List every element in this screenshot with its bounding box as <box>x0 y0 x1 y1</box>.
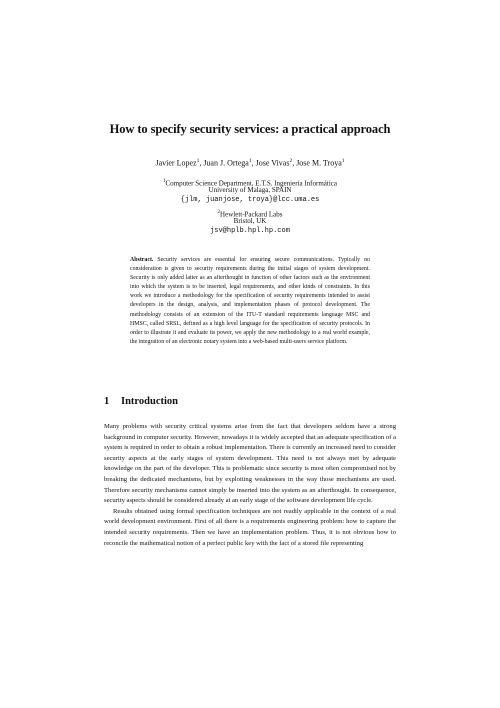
abstract-label: Abstract. <box>130 257 154 263</box>
section-body <box>104 422 396 549</box>
affiliation-2-city: Bristol, UK <box>233 217 267 225</box>
affiliation-2-org: $^2$Hewlett-Packard Labs <box>217 210 283 219</box>
affiliation-1-email: {jlm, juanjose, troya}@lcc.uma.es <box>180 196 320 204</box>
author-name: Javier Lopez <box>155 158 197 168</box>
abstract-text: Security services are essential for ensuring secure communications. Typically no consideration is given to security requirements during the initial stages of system development. Security is only added latter as an afterthought in function of other factors such as the environment into which the system is to be inserted, legal requirements, and other kinds of constraints. In this work we introduce a methodology for the specification of security requirements intended to assist developers in the design, analysis, and implementation phases of protocol development. The methodology consists of an extension of the ITU-T standard requirements language MSC and HMSC, called SRSL, defined as a high level language for the specification of security protocols. In order to illustrate it and evaluate its power, we apply the new methodology to a real world example, the integration of an electronic notary system into a web-based multi-users service platform. <box>130 257 370 345</box>
section-title: Introduction <box>121 396 178 407</box>
author-list: Javier Lopez$^1$, Juan J. Ortega$^1$, Jose Vivas$^2$, Jose M. Troya$^1$ <box>155 158 345 168</box>
author-name: Jose Vivas <box>255 158 290 168</box>
author-name: Jose M. Troya <box>296 158 342 168</box>
paragraph: Results obtained using formal specification techniques are not readily applicable in the context of a real world development environment. First of all there is a requirements engineering problem: how to capture the intended security requirements. Then we have an implementation problem. Thus, it is not obvious how to reconcile the mathematical notion of a perfect public key with the fact of a stored file representing <box>104 507 396 547</box>
affiliation-1-dept: $^1$Computer Science Department, E.T.S. Ingeniería Informática <box>163 179 337 188</box>
paper-title: How to specify security services: a practical approach <box>109 122 391 136</box>
author-affiliation-mark: 1 <box>248 158 252 164</box>
affiliation-2-email: jsv@hplb.hpl.hp.com <box>210 227 290 235</box>
section-number: 1 <box>104 396 110 407</box>
affiliation-mark: 2 <box>217 210 221 215</box>
author-affiliation-mark: 1 <box>196 158 200 164</box>
affiliation-mark: 1 <box>163 179 166 184</box>
author-name: Juan J. Ortega <box>203 158 249 168</box>
paragraph: Many problems with security critical systems arise from the fact that developers seldom have a strong background in computer security. However, nowadays it is widely accepted that an adequate specification of a system is required in order to obtain a robust implementation. There is currently an increased need to consider security aspects at the early stages of system development. This need is not always met by adequate knowledge on the part of the developer. This is problematic since security is most often compromised not by breaking the dedicated mechanisms, but by exploiting weaknesses in the way those mechanisms are used. Therefore security mechanisms cannot simply be inserted into the system as an afterthought. In consequence, security aspects should be considered already at an early stage of the software development life cycle. <box>104 423 396 505</box>
section-heading <box>104 396 178 407</box>
abstract <box>130 256 370 347</box>
author-affiliation-mark: 1 <box>341 158 345 164</box>
affiliation-1-university: University of Malaga, SPAIN <box>208 186 292 194</box>
author-affiliation-mark: 2 <box>289 158 293 164</box>
